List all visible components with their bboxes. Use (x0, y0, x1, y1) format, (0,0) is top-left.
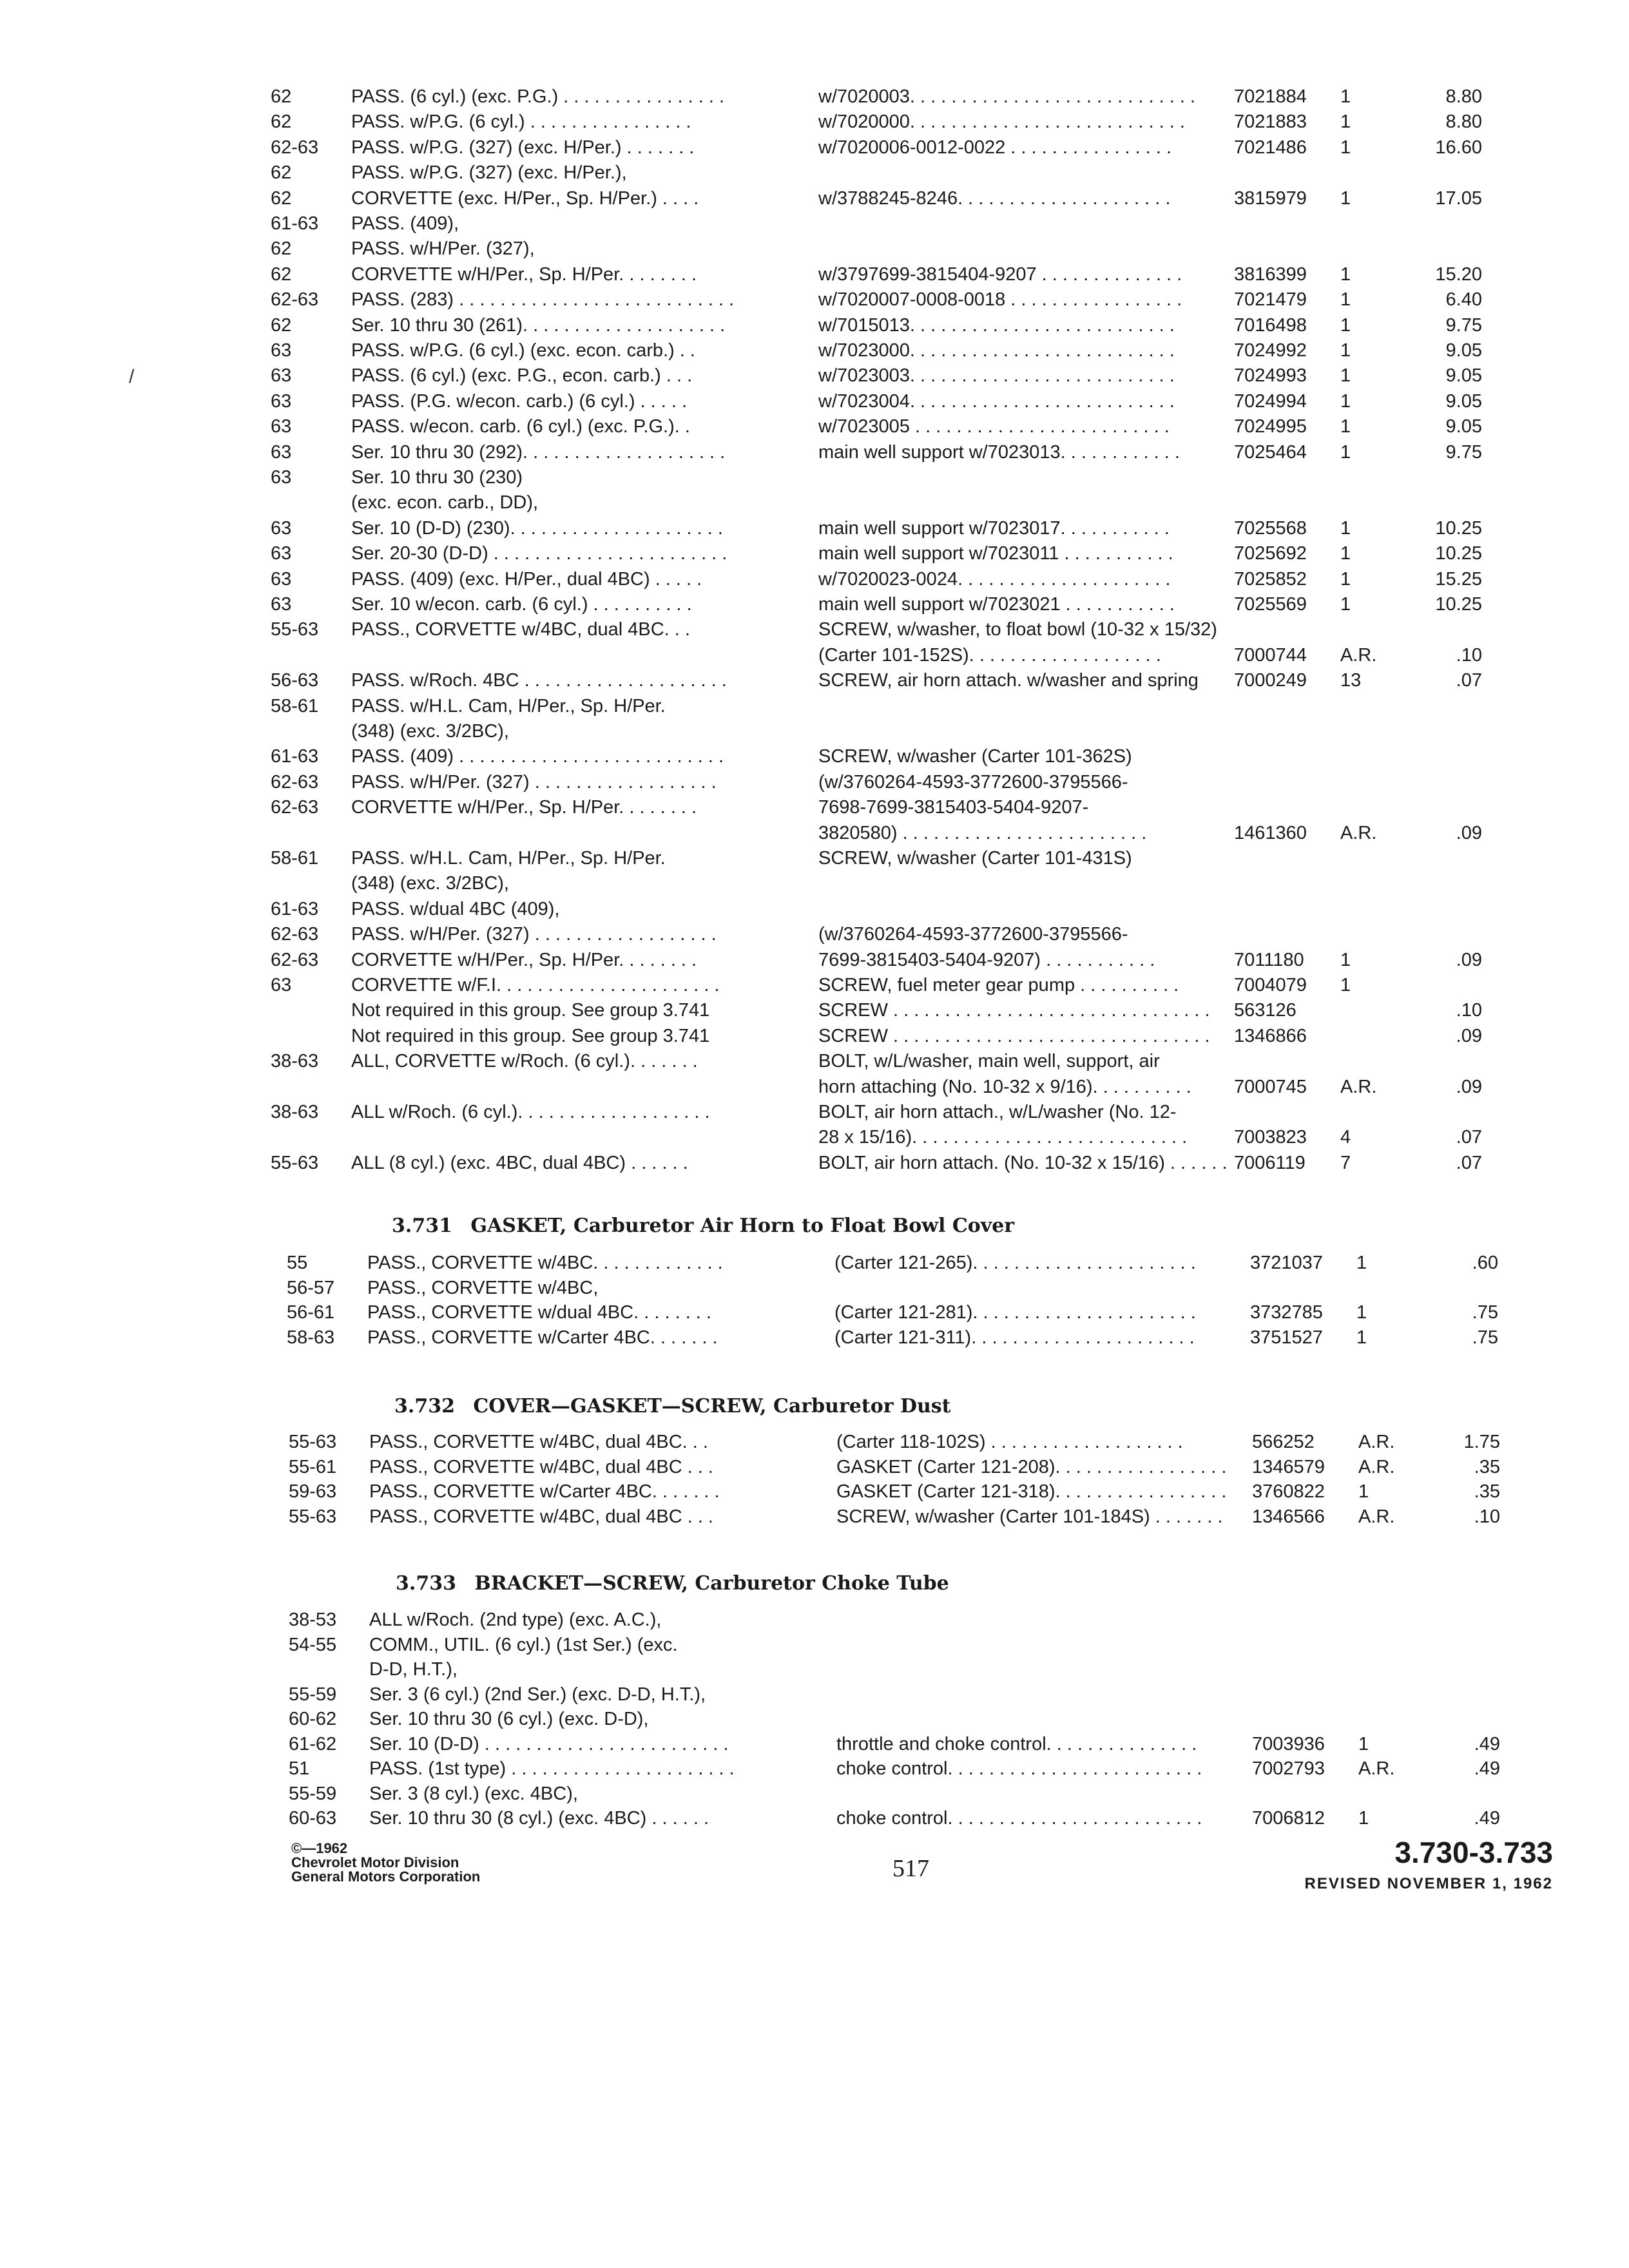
description-cell: w/7020003. . . . . . . . . . . . . . . . . . . . . . . . . . . . (818, 86, 1196, 107)
application-cell: Ser. 3 (6 cyl.) (2nd Ser.) (exc. D-D, H.T.), (369, 1684, 706, 1705)
part-number-cell: 7025464 (1234, 442, 1307, 463)
application-cell: PASS., CORVETTE w/Carter 4BC. . . . . . . (367, 1327, 718, 1348)
price-cell: .09 (1456, 823, 1482, 843)
part-number-cell: 1346866 (1234, 1026, 1307, 1046)
description-cell: (Carter 121-265). . . . . . . . . . . . . . . . . . . . . . (834, 1253, 1196, 1273)
application-cell: Ser. 10 thru 30 (6 cyl.) (exc. D-D), (369, 1709, 649, 1729)
year-cell: 63 (271, 569, 292, 590)
quantity-cell: 1 (1358, 1808, 1369, 1829)
quantity-cell: 1 (1340, 188, 1351, 209)
part-number-cell: 7002793 (1252, 1758, 1325, 1779)
quantity-cell: 1 (1340, 391, 1351, 412)
part-number-cell: 1346579 (1252, 1457, 1325, 1477)
part-number-cell: 7021884 (1234, 86, 1307, 107)
margin-mark: / (129, 366, 135, 387)
application-cell: Ser. 10 thru 30 (230) (351, 467, 523, 488)
part-number-cell: 7003823 (1234, 1127, 1307, 1148)
quantity-cell: 1 (1356, 1327, 1367, 1348)
section-number: 3.731 (392, 1215, 452, 1237)
description-cell: w/3788245-8246. . . . . . . . . . . . . . . . . . . . . (818, 188, 1171, 209)
quantity-cell: 1 (1340, 518, 1351, 539)
application-cell: ALL, CORVETTE w/Roch. (6 cyl.). . . . . . . (351, 1051, 698, 1072)
application-cell: ALL (8 cyl.) (exc. 4BC, dual 4BC) . . . . . . (351, 1153, 688, 1173)
application-cell: PASS., CORVETTE w/4BC. . . . . . . . . . . . . (367, 1253, 723, 1273)
application-cell: PASS. w/H/Per. (327) . . . . . . . . . . . . . . . . . . (351, 924, 717, 945)
application-cell: PASS. w/P.G. (327) (exc. H/Per.) . . . . . . . (351, 137, 695, 158)
group-range: 3.730-3.733 (1394, 1836, 1553, 1869)
application-cell: Ser. 3 (8 cyl.) (exc. 4BC), (369, 1783, 578, 1804)
price-cell: 9.75 (1445, 315, 1482, 336)
application-cell: ALL w/Roch. (2nd type) (exc. A.C.), (369, 1610, 662, 1630)
quantity-cell: 1 (1358, 1481, 1369, 1502)
application-cell: PASS. (1st type) . . . . . . . . . . . . . . . . . . . . . . (369, 1758, 735, 1779)
year-cell: 55-61 (289, 1457, 337, 1477)
description-cell: 7699-3815403-5404-9207) . . . . . . . . . . . (818, 950, 1155, 970)
application-cell: PASS. w/econ. carb. (6 cyl.) (exc. P.G.). . (351, 416, 690, 437)
year-cell: 58-63 (287, 1327, 335, 1348)
description-cell: w/7023005 . . . . . . . . . . . . . . . . . . . . . . . . . (818, 416, 1170, 437)
application-cell: PASS. (6 cyl.) (exc. P.G., econ. carb.) . . . (351, 365, 693, 386)
application-cell: PASS. w/H.L. Cam, H/Per., Sp. H/Per. (351, 696, 666, 716)
part-number-cell: 7003936 (1252, 1734, 1325, 1754)
year-cell: 55-63 (289, 1506, 337, 1527)
description-cell: w/7023004. . . . . . . . . . . . . . . . . . . . . . . . . . (818, 391, 1175, 412)
quantity-cell: 4 (1340, 1127, 1351, 1148)
description-cell: 3820580) . . . . . . . . . . . . . . . . . . . . . . . . (818, 823, 1147, 843)
part-number-cell: 7006812 (1252, 1808, 1325, 1829)
description-cell: SCREW, w/washer, to float bowl (10-32 x 15/32) (818, 619, 1217, 640)
year-cell: 63 (271, 975, 292, 995)
year-cell: 62 (271, 264, 292, 285)
price-cell: 10.25 (1435, 518, 1482, 539)
part-number-cell: 7006119 (1234, 1153, 1306, 1173)
price-cell: 10.25 (1435, 594, 1482, 615)
application-cell: Not required in this group. See group 3.741 (351, 1000, 710, 1021)
application-cell: Ser. 10 thru 30 (8 cyl.) (exc. 4BC) . . . . . . (369, 1808, 709, 1829)
year-cell: 62 (271, 188, 292, 209)
year-cell: 63 (271, 391, 292, 412)
price-cell: 1.75 (1463, 1432, 1500, 1452)
description-cell: main well support w/7023013. . . . . . . . . . . . (818, 442, 1180, 463)
quantity-cell: 1 (1340, 340, 1351, 361)
footer-copyright-block (291, 1841, 480, 1884)
quantity-cell: A.R. (1358, 1457, 1395, 1477)
application-cell: CORVETTE (exc. H/Per., Sp. H/Per.) . . . . (351, 188, 699, 209)
quantity-cell: A.R. (1358, 1432, 1395, 1452)
price-cell: .49 (1474, 1734, 1500, 1754)
price-cell: .07 (1456, 1127, 1482, 1148)
application-cell: PASS. w/P.G. (327) (exc. H/Per.), (351, 162, 627, 183)
application-cell: PASS. (P.G. w/econ. carb.) (6 cyl.) . . . . . (351, 391, 688, 412)
quantity-cell: A.R. (1358, 1506, 1395, 1527)
application-cell: CORVETTE w/H/Per., Sp. H/Per. . . . . . . . (351, 797, 697, 818)
price-cell: .49 (1474, 1808, 1500, 1829)
description-cell: GASKET (Carter 121-208). . . . . . . . . . . . . . . . . (836, 1457, 1227, 1477)
year-cell: 62-63 (271, 950, 319, 970)
application-cell: PASS. w/dual 4BC (409), (351, 899, 560, 919)
application-cell: (exc. econ. carb., DD), (351, 492, 539, 513)
price-cell: 6.40 (1445, 289, 1482, 310)
quantity-cell: 1 (1356, 1253, 1367, 1273)
section-number: 3.733 (396, 1572, 456, 1595)
year-cell: 62-63 (271, 772, 319, 793)
year-cell: 63 (271, 365, 292, 386)
quantity-cell: 7 (1340, 1153, 1351, 1173)
application-cell: (348) (exc. 3/2BC), (351, 721, 509, 742)
part-number-cell: 3732785 (1250, 1302, 1323, 1323)
quantity-cell: 1 (1340, 365, 1351, 386)
year-cell: 62 (271, 111, 292, 132)
year-cell: 38-63 (271, 1102, 319, 1122)
application-cell: CORVETTE w/H/Per., Sp. H/Per. . . . . . . . (351, 264, 697, 285)
part-number-cell: 3815979 (1234, 188, 1307, 209)
application-cell: D-D, H.T.), (369, 1659, 458, 1680)
application-cell: Ser. 10 w/econ. carb. (6 cyl.) . . . . . . . . . . (351, 594, 692, 615)
description-cell: main well support w/7023011 . . . . . . . . . . . (818, 543, 1173, 564)
part-number-cell: 3751527 (1250, 1327, 1323, 1348)
year-cell: 55-63 (271, 1153, 319, 1173)
price-cell: 15.20 (1435, 264, 1482, 285)
year-cell: 55-63 (271, 619, 319, 640)
price-cell: .10 (1474, 1506, 1500, 1527)
description-cell: BOLT, air horn attach., w/L/washer (No. 12- (818, 1102, 1177, 1122)
part-number-cell: 7000744 (1234, 645, 1307, 666)
application-cell: PASS. w/H.L. Cam, H/Per., Sp. H/Per. (351, 848, 666, 869)
part-number-cell: 1346566 (1252, 1506, 1325, 1527)
description-cell: w/7023003. . . . . . . . . . . . . . . . . . . . . . . . . . (818, 365, 1175, 386)
application-cell: PASS., CORVETTE w/Carter 4BC. . . . . . . (369, 1481, 720, 1502)
part-number-cell: 3816399 (1234, 264, 1307, 285)
year-cell: 63 (271, 442, 292, 463)
year-cell: 62-63 (271, 924, 319, 945)
application-cell: PASS. w/P.G. (6 cyl.) (exc. econ. carb.) . . (351, 340, 695, 361)
part-number-cell: 563126 (1234, 1000, 1296, 1021)
description-cell: w/7020007-0008-0018 . . . . . . . . . . . . . . . . . (818, 289, 1182, 310)
revised-date: REVISED NOVEMBER 1, 1962 (1304, 1875, 1553, 1892)
part-number-cell: 7016498 (1234, 315, 1307, 336)
quantity-cell: A.R. (1358, 1758, 1395, 1779)
year-cell: 58-61 (271, 848, 319, 869)
price-cell: .49 (1474, 1758, 1500, 1779)
quantity-cell: 1 (1340, 569, 1351, 590)
year-cell: 63 (271, 594, 292, 615)
quantity-cell: A.R. (1340, 645, 1377, 666)
part-number-cell: 7004079 (1234, 975, 1307, 995)
section-title-3-732 (394, 1395, 951, 1418)
year-cell: 55-59 (289, 1684, 337, 1705)
application-cell: PASS. (283) . . . . . . . . . . . . . . . . . . . . . . . . . . . (351, 289, 735, 310)
year-cell: 56-61 (287, 1302, 335, 1323)
application-cell: Not required in this group. See group 3.741 (351, 1026, 710, 1046)
year-cell: 62 (271, 86, 292, 107)
year-cell: 58-61 (271, 696, 319, 716)
section-title-3-733 (396, 1572, 949, 1595)
section-heading: BRACKET—SCREW, Carburetor Choke Tube (474, 1572, 949, 1595)
page-number: 517 (892, 1855, 929, 1882)
application-cell: PASS., CORVETTE w/4BC, dual 4BC. . . (369, 1432, 708, 1452)
application-cell: Ser. 20-30 (D-D) . . . . . . . . . . . . . . . . . . . . . . . (351, 543, 728, 564)
year-cell: 62-63 (271, 797, 319, 818)
year-cell: 61-63 (271, 213, 319, 234)
year-cell: 63 (271, 416, 292, 437)
application-cell: COMM., UTIL. (6 cyl.) (1st Ser.) (exc. (369, 1635, 678, 1655)
year-cell: 62 (271, 315, 292, 336)
application-cell: Ser. 10 (D-D) (230). . . . . . . . . . . . . . . . . . . . . (351, 518, 723, 539)
part-number-cell: 7000745 (1234, 1077, 1307, 1097)
description-cell: w/7020006-0012-0022 . . . . . . . . . . . . . . . . (818, 137, 1172, 158)
description-cell: throttle and choke control. . . . . . . . . . . . . . . (836, 1734, 1197, 1754)
part-number-cell: 7024994 (1234, 391, 1307, 412)
year-cell: 56-63 (271, 670, 319, 691)
price-cell: .10 (1456, 1000, 1482, 1021)
part-number-cell: 3721037 (1250, 1253, 1323, 1273)
application-cell: PASS. (409), (351, 213, 459, 234)
price-cell: 8.80 (1445, 86, 1482, 107)
part-number-cell: 7021883 (1234, 111, 1307, 132)
price-cell: 16.60 (1435, 137, 1482, 158)
application-cell: PASS., CORVETTE w/4BC, (367, 1278, 599, 1298)
description-cell: w/7023000. . . . . . . . . . . . . . . . . . . . . . . . . . (818, 340, 1175, 361)
quantity-cell: 1 (1340, 950, 1351, 970)
year-cell: 55-59 (289, 1783, 337, 1804)
year-cell: 56-57 (287, 1278, 335, 1298)
description-cell: (w/3760264-4593-3772600-3795566- (818, 772, 1128, 793)
section-number: 3.732 (394, 1395, 455, 1418)
year-cell: 54-55 (289, 1635, 337, 1655)
year-cell: 63 (271, 467, 292, 488)
year-cell: 38-63 (271, 1051, 319, 1072)
year-cell: 61-63 (271, 899, 319, 919)
quantity-cell: 1 (1340, 264, 1351, 285)
description-cell: BOLT, w/L/washer, main well, support, air (818, 1051, 1160, 1072)
price-cell: 8.80 (1445, 111, 1482, 132)
application-cell: (348) (exc. 3/2BC), (351, 873, 509, 894)
quantity-cell: 1 (1340, 111, 1351, 132)
year-cell: 60-62 (289, 1709, 337, 1729)
copyright: ©—1962 (291, 1840, 348, 1856)
quantity-cell: A.R. (1340, 1077, 1377, 1097)
year-cell: 62 (271, 238, 292, 259)
year-cell: 62-63 (271, 137, 319, 158)
application-cell: Ser. 10 thru 30 (261). . . . . . . . . . . . . . . . . . . . (351, 315, 726, 336)
quantity-cell: 1 (1340, 543, 1351, 564)
quantity-cell: 1 (1340, 137, 1351, 158)
application-cell: PASS. w/H/Per. (327) . . . . . . . . . . . . . . . . . . (351, 772, 717, 793)
year-cell: 63 (271, 340, 292, 361)
price-cell: 9.05 (1445, 340, 1482, 361)
year-cell: 55-63 (289, 1432, 337, 1452)
price-cell: 17.05 (1435, 188, 1482, 209)
application-cell: ALL w/Roch. (6 cyl.). . . . . . . . . . . . . . . . . . . (351, 1102, 710, 1122)
part-number-cell: 7025569 (1234, 594, 1307, 615)
application-cell: PASS., CORVETTE w/dual 4BC. . . . . . . . (367, 1302, 711, 1323)
description-cell: SCREW, air horn attach. w/washer and spring (818, 670, 1199, 691)
quantity-cell: A.R. (1340, 823, 1377, 843)
price-cell: .07 (1456, 1153, 1482, 1173)
description-cell: (Carter 101-152S). . . . . . . . . . . . . . . . . . . (818, 645, 1161, 666)
price-cell: .07 (1456, 670, 1482, 691)
part-number-cell: 7024993 (1234, 365, 1307, 386)
part-number-cell: 7021479 (1234, 289, 1307, 310)
part-number-cell: 7024992 (1234, 340, 1307, 361)
description-cell: BOLT, air horn attach. (No. 10-32 x 15/16) . . . . . . (818, 1153, 1228, 1173)
application-cell: Ser. 10 (D-D) . . . . . . . . . . . . . . . . . . . . . . . . (369, 1734, 729, 1754)
application-cell: PASS., CORVETTE w/4BC, dual 4BC . . . (369, 1457, 713, 1477)
part-number-cell: 7011180 (1234, 950, 1304, 970)
description-cell: SCREW, w/washer (Carter 101-431S) (818, 848, 1132, 869)
corporation-name: General Motors Corporation (291, 1869, 481, 1885)
application-cell: PASS. w/Roch. 4BC . . . . . . . . . . . . . . . . . . . . (351, 670, 727, 691)
description-cell: GASKET (Carter 121-318). . . . . . . . . . . . . . . . . (836, 1481, 1227, 1502)
part-number-cell: 7025568 (1234, 518, 1307, 539)
application-cell: PASS. (6 cyl.) (exc. P.G.) . . . . . . . . . . . . . . . . (351, 86, 725, 107)
year-cell: 63 (271, 518, 292, 539)
year-cell: 62-63 (271, 289, 319, 310)
year-cell: 61-62 (289, 1734, 337, 1754)
description-cell: horn attaching (No. 10-32 x 9/16). . . . . . . . . . (818, 1077, 1191, 1097)
quantity-cell: 1 (1358, 1734, 1369, 1754)
description-cell: SCREW, w/washer (Carter 101-184S) . . . . . . . (836, 1506, 1223, 1527)
application-cell: PASS. w/H/Per. (327), (351, 238, 535, 259)
price-cell: .35 (1474, 1481, 1500, 1502)
division-name: Chevrolet Motor Division (291, 1854, 459, 1870)
part-number-cell: 7000249 (1234, 670, 1307, 691)
quantity-cell: 1 (1340, 975, 1351, 995)
price-cell: .35 (1474, 1457, 1500, 1477)
price-cell: 9.75 (1445, 442, 1482, 463)
part-number-cell: 7025852 (1234, 569, 1307, 590)
quantity-cell: 1 (1340, 315, 1351, 336)
year-cell: 63 (271, 543, 292, 564)
year-cell: 62 (271, 162, 292, 183)
description-cell: 7698-7699-3815403-5404-9207- (818, 797, 1089, 818)
application-cell: PASS. (409) (exc. H/Per., dual 4BC) . . . . . (351, 569, 702, 590)
application-cell: PASS. w/P.G. (6 cyl.) . . . . . . . . . . . . . . . . (351, 111, 691, 132)
description-cell: choke control. . . . . . . . . . . . . . . . . . . . . . . . . (836, 1758, 1202, 1779)
application-cell: CORVETTE w/H/Per., Sp. H/Per. . . . . . . . (351, 950, 697, 970)
description-cell: w/7020000. . . . . . . . . . . . . . . . . . . . . . . . . . . (818, 111, 1185, 132)
part-number-cell: 3760822 (1252, 1481, 1325, 1502)
price-cell: .09 (1456, 1077, 1482, 1097)
price-cell: .75 (1472, 1327, 1498, 1348)
part-number-cell: 566252 (1252, 1432, 1315, 1452)
year-cell: 38-53 (289, 1610, 337, 1630)
price-cell: .09 (1456, 950, 1482, 970)
quantity-cell: 1 (1340, 594, 1351, 615)
description-cell: main well support w/7023021 . . . . . . . . . . . (818, 594, 1175, 615)
description-cell: 28 x 15/16). . . . . . . . . . . . . . . . . . . . . . . . . . . (818, 1127, 1188, 1148)
application-cell: Ser. 10 thru 30 (292). . . . . . . . . . . . . . . . . . . . (351, 442, 726, 463)
application-cell: PASS., CORVETTE w/4BC, dual 4BC. . . (351, 619, 690, 640)
description-cell: SCREW, fuel meter gear pump . . . . . . . . . . (818, 975, 1179, 995)
description-cell: SCREW, w/washer (Carter 101-362S) (818, 746, 1132, 767)
description-cell: SCREW . . . . . . . . . . . . . . . . . . . . . . . . . . . . . . . (818, 1026, 1210, 1046)
section-heading: GASKET, Carburetor Air Horn to Float Bowl Cover (470, 1215, 1015, 1237)
description-cell: (Carter 121-311). . . . . . . . . . . . . . . . . . . . . . (834, 1327, 1195, 1348)
part-number-cell: 7025692 (1234, 543, 1307, 564)
description-cell: w/7015013. . . . . . . . . . . . . . . . . . . . . . . . . . (818, 315, 1175, 336)
part-number-cell: 1461360 (1234, 823, 1307, 843)
price-cell: .10 (1456, 645, 1482, 666)
quantity-cell: 1 (1340, 416, 1351, 437)
price-cell: 9.05 (1445, 416, 1482, 437)
quantity-cell: 1 (1340, 289, 1351, 310)
part-number-cell: 7024995 (1234, 416, 1307, 437)
description-cell: SCREW . . . . . . . . . . . . . . . . . . . . . . . . . . . . . . . (818, 1000, 1210, 1021)
section-heading: COVER—GASKET—SCREW, Carburetor Dust (473, 1395, 951, 1418)
description-cell: choke control. . . . . . . . . . . . . . . . . . . . . . . . . (836, 1808, 1202, 1829)
price-cell: 10.25 (1435, 543, 1482, 564)
quantity-cell: 1 (1340, 86, 1351, 107)
price-cell: 9.05 (1445, 391, 1482, 412)
price-cell: .09 (1456, 1026, 1482, 1046)
year-cell: 51 (289, 1758, 310, 1779)
description-cell: main well support w/7023017. . . . . . . . . . . (818, 518, 1170, 539)
description-cell: w/3797699-3815404-9207 . . . . . . . . . . . . . . (818, 264, 1182, 285)
description-cell: (Carter 121-281). . . . . . . . . . . . . . . . . . . . . . (834, 1302, 1196, 1323)
quantity-cell: 1 (1356, 1302, 1367, 1323)
application-cell: CORVETTE w/F.I. . . . . . . . . . . . . . . . . . . . . . (351, 975, 720, 995)
description-cell: (w/3760264-4593-3772600-3795566- (818, 924, 1128, 945)
application-cell: PASS., CORVETTE w/4BC, dual 4BC . . . (369, 1506, 713, 1527)
quantity-cell: 1 (1340, 442, 1351, 463)
year-cell: 59-63 (289, 1481, 337, 1502)
description-cell: w/7020023-0024. . . . . . . . . . . . . . . . . . . . . (818, 569, 1171, 590)
section-title-3-731 (392, 1215, 1014, 1237)
year-cell: 60-63 (289, 1808, 337, 1829)
price-cell: 15.25 (1435, 569, 1482, 590)
description-cell: (Carter 118-102S) . . . . . . . . . . . . . . . . . . . (836, 1432, 1183, 1452)
quantity-cell: 13 (1340, 670, 1362, 691)
part-number-cell: 7021486 (1234, 137, 1307, 158)
price-cell: 9.05 (1445, 365, 1482, 386)
price-cell: .60 (1472, 1253, 1498, 1273)
year-cell: 61-63 (271, 746, 319, 767)
price-cell: .75 (1472, 1302, 1498, 1323)
year-cell: 55 (287, 1253, 308, 1273)
application-cell: PASS. (409) . . . . . . . . . . . . . . . . . . . . . . . . . . (351, 746, 724, 767)
